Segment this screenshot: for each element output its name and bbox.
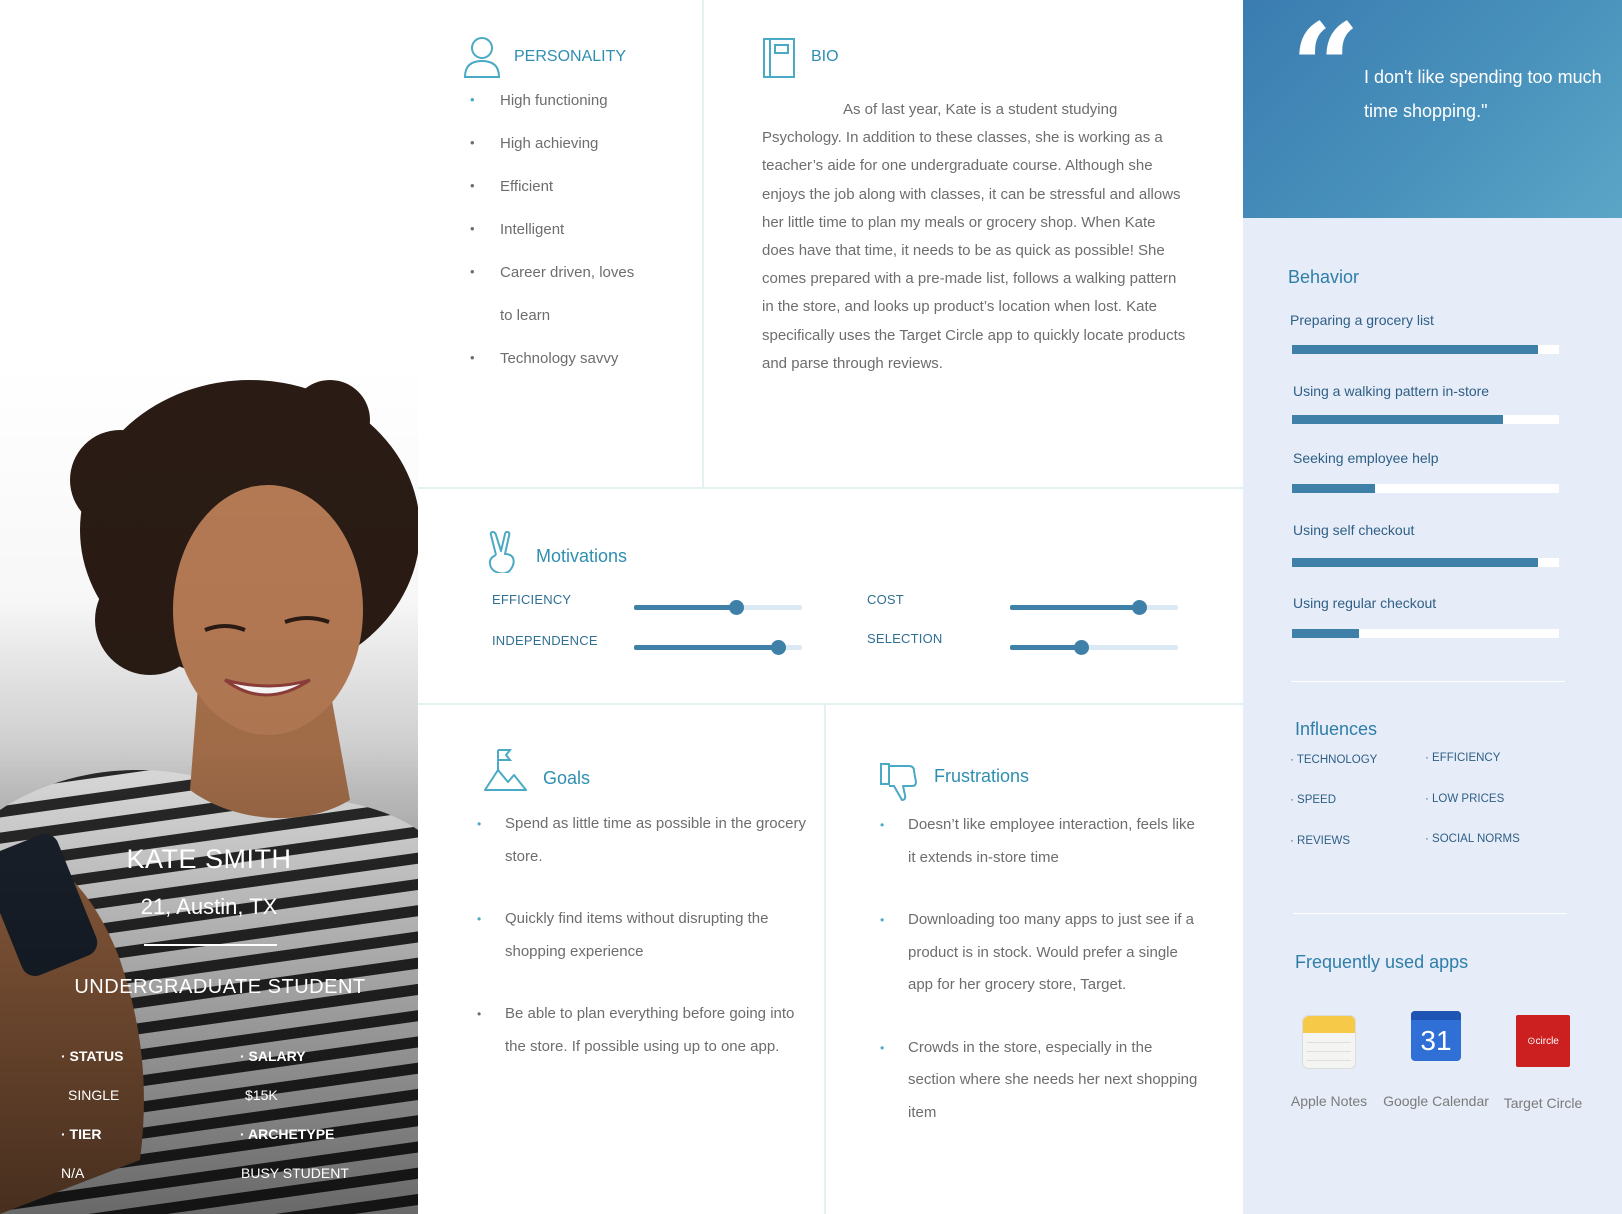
tier-value: N/A	[61, 1165, 85, 1181]
divider	[702, 0, 704, 488]
influence-item: · TECHNOLOGY	[1290, 754, 1377, 766]
behavior-bar	[1292, 558, 1559, 567]
list-item: • Career driven, loves	[468, 264, 634, 307]
influence-item: · SOCIAL NORMS	[1425, 833, 1520, 845]
app-name: Google Calendar	[1383, 1093, 1489, 1109]
list-item: • Intelligent	[468, 221, 634, 264]
target-circle-icon[interactable]	[1516, 1015, 1570, 1067]
motivation-slider-cost	[1010, 605, 1178, 610]
google-calendar-icon[interactable]	[1411, 1011, 1461, 1061]
apps-title: Frequently used apps	[1295, 952, 1469, 972]
list-item: • Efficient	[468, 178, 634, 221]
salary-value: $15K	[245, 1087, 278, 1103]
motivation-label-efficiency: EFFICIENCY	[492, 592, 572, 607]
salary-label: · SALARY	[240, 1048, 306, 1064]
list-item: • Crowds in the store, especially in the section where she needs her next shopping item	[880, 1032, 1200, 1130]
list-item: • Spend as little time as possible in the grocery store.	[477, 808, 807, 873]
bio-text: As of last year, Kate is a student studying Psychology. In addition to these classes, she is working as a teacher’s aide for one undergraduate course. Although she enjoys the job along with classes, it can be stressful and allows her little time to plan my meals or grocery shop. When Kate does have that time, it needs to be as quick as possible! She comes prepared with a pre-made list, follows a walking pattern in the store, and looks up product’s location when lost. Kate specifically uses the Target Circle app to quickly locate products and parse through reviews.	[762, 101, 1186, 372]
behavior-label: Preparing a grocery list	[1290, 312, 1434, 328]
tier-label: · TIER	[61, 1126, 102, 1142]
divider	[418, 487, 1243, 489]
name-divider	[144, 944, 277, 946]
archetype-label: · ARCHETYPE	[240, 1126, 335, 1142]
list-item: • Downloading too many apps to just see if a product is in stock. Would prefer a single app for her grocery store, Target.	[880, 904, 1200, 1002]
slider-thumb	[1132, 600, 1147, 615]
behavior-label: Seeking employee help	[1293, 450, 1439, 466]
peace-hand-icon	[488, 531, 520, 573]
influence-item: · REVIEWS	[1290, 835, 1350, 847]
behavior-bar	[1292, 484, 1559, 493]
influences-title: Influences	[1295, 719, 1378, 739]
behavior-title: Behavior	[1288, 267, 1360, 287]
quote-text: I don't like spending too much time shopping."	[1364, 67, 1602, 121]
slider-thumb	[729, 600, 744, 615]
influence-item: · LOW PRICES	[1425, 793, 1504, 805]
personality-title: PERSONALITY	[514, 48, 627, 65]
list-item: • Be able to plan everything before going into the store. If possible using up to one app.	[477, 998, 807, 1063]
calendar-day: 31	[1420, 1024, 1452, 1056]
list-item: • High functioning	[468, 92, 634, 135]
goals-title: Goals	[543, 768, 591, 788]
persona-role: UNDERGRADUATE STUDENT	[74, 976, 366, 998]
sidebar	[1243, 0, 1622, 1214]
persona-location: 21, Austin, TX	[140, 894, 278, 919]
motivation-label-cost: COST	[867, 592, 904, 607]
quote-box	[1243, 0, 1622, 218]
bio-title: BIO	[811, 48, 839, 65]
slider-thumb	[771, 640, 786, 655]
behavior-bar	[1292, 345, 1559, 354]
motivation-slider-independence	[634, 645, 802, 650]
person-icon	[463, 35, 501, 79]
behavior-label: Using self checkout	[1293, 522, 1415, 538]
app-name: Apple Notes	[1290, 1093, 1368, 1109]
behavior-bar	[1292, 415, 1559, 424]
book-icon	[763, 38, 795, 78]
motivation-slider-selection	[1010, 645, 1178, 650]
goals-list	[477, 808, 807, 1063]
motivations-title: Motivations	[536, 546, 628, 566]
flag-mountain-icon	[484, 748, 528, 792]
list-item: • High achieving	[468, 135, 634, 178]
list-item: • Doesn’t like employee interaction, feels like it extends in-store time	[880, 809, 1200, 874]
personality-list	[468, 92, 634, 393]
frustrations-list	[880, 809, 1200, 1129]
app-name: Target Circle	[1503, 1095, 1583, 1111]
list-item: • Technology savvy	[468, 350, 634, 393]
behavior-label: Using a walking pattern in-store	[1293, 383, 1490, 399]
status-label: · STATUS	[61, 1048, 124, 1064]
influence-item: · SPEED	[1290, 794, 1336, 806]
behavior-bar	[1292, 629, 1559, 638]
slider-thumb	[1074, 640, 1089, 655]
frustrations-title: Frustrations	[934, 766, 1030, 786]
sidebar-divider	[1293, 913, 1567, 914]
motivation-label-independence: INDEPENDENCE	[492, 633, 598, 648]
divider	[418, 703, 1243, 705]
influence-item: · EFFICIENCY	[1425, 752, 1500, 764]
sidebar-divider	[1291, 681, 1565, 682]
quote-icon: “	[1291, 0, 1361, 138]
status-value: SINGLE	[68, 1087, 120, 1103]
persona-photo	[0, 360, 418, 1214]
list-item: to learn	[500, 307, 551, 324]
persona-name: KATE SMITH	[126, 844, 292, 874]
motivation-label-selection: SELECTION	[867, 631, 943, 646]
list-item: • Quickly find items without disrupting the shopping experience	[477, 903, 807, 968]
motivation-slider-efficiency	[634, 605, 802, 610]
apple-notes-icon[interactable]	[1302, 1015, 1356, 1069]
thumbs-down-icon	[880, 762, 918, 802]
archetype-value: BUSY STUDENT	[241, 1165, 349, 1181]
profile-panel	[0, 0, 418, 1214]
behavior-label: Using regular checkout	[1293, 595, 1437, 611]
circle-logo-text: ⊙circle	[1527, 1035, 1559, 1047]
divider	[824, 704, 826, 1214]
